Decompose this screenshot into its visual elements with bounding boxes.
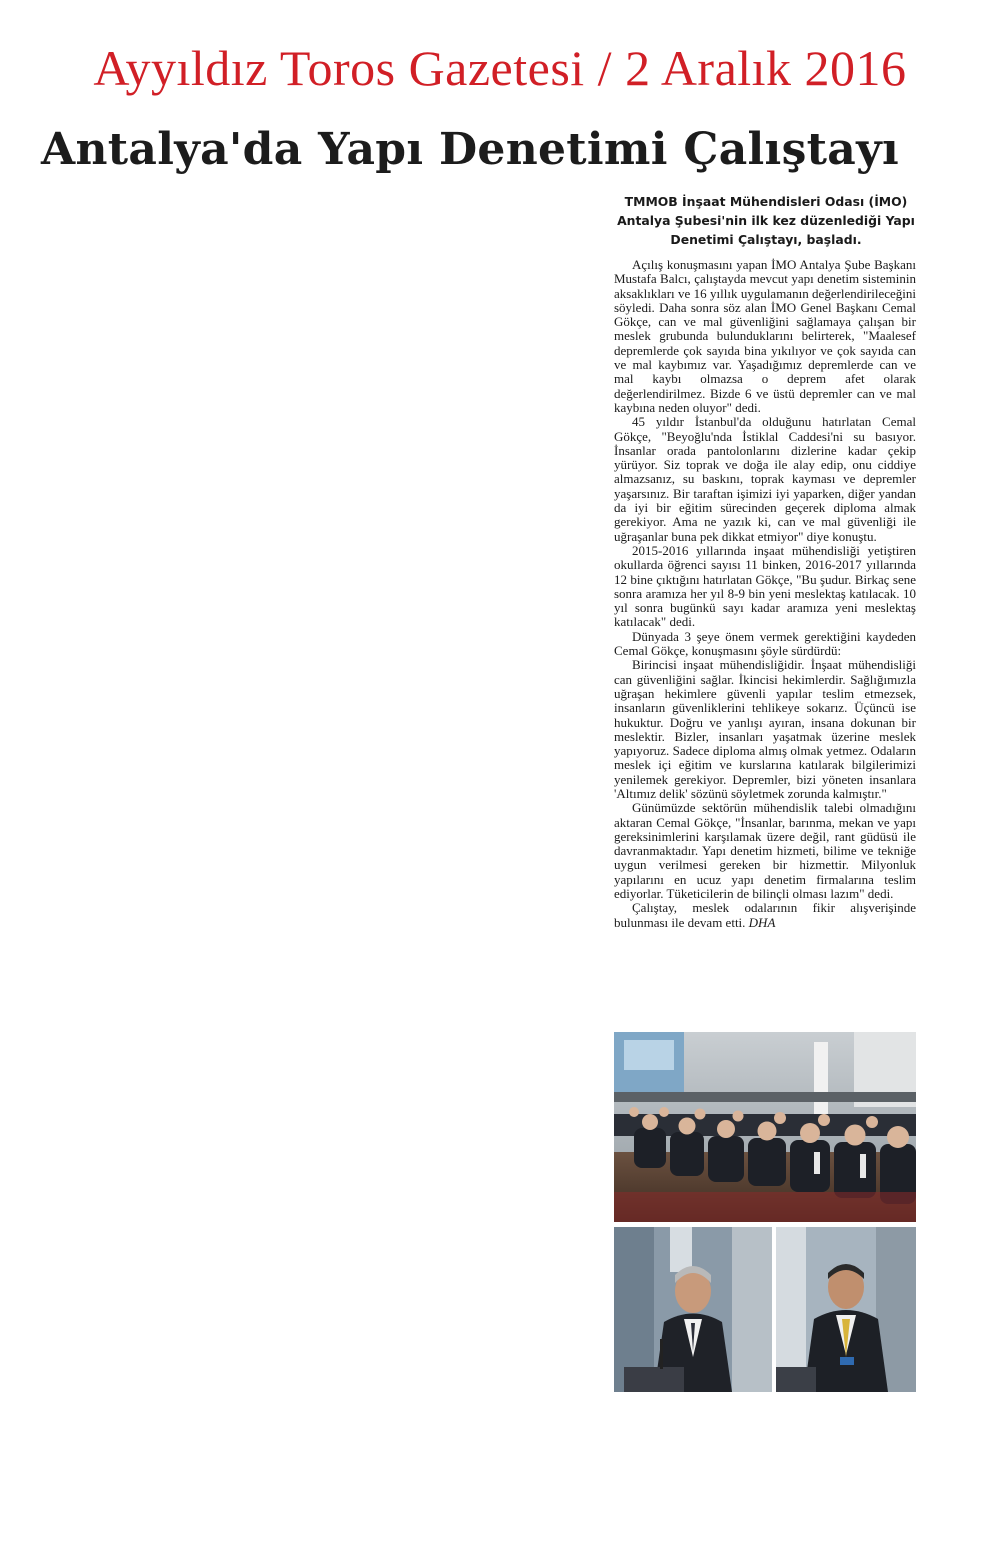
speaker-photo-right: [776, 1227, 916, 1392]
speaker-photo-left-illustration: [614, 1227, 772, 1392]
audience-photo-illustration: [614, 1032, 916, 1222]
article-headline: Antalya'da Yapı Denetimi Çalıştayı: [41, 124, 899, 175]
article-paragraph: 2015-2016 yıllarında inşaat mühendisliği yetiştiren okullarda öğrenci sayısı 11 binken, 2016-2017 yıllarında 12 bine çıktığını hatırlatan Gökçe, "Bu şudur. Birkaç sene sonra aramıza her yıl 8-9 bin yeni meslektaş katılacak. 10 yıl sonra bugünkü sayı kadar aramıza yeni meslektaş katılacak" dedi.: [614, 542, 916, 630]
article-paragraph: [614, 901, 916, 930]
audience-photo: [614, 1032, 916, 1222]
article-body: [614, 258, 916, 930]
speaker-photo-right-illustration: [776, 1227, 916, 1392]
speaker-photo-left: [614, 1227, 772, 1392]
article-paragraph: Dünyada 3 şeye önem vermek gerektiğini kaydeden Cemal Gökçe, konuşmasını şöyle sürdürdü:: [614, 628, 916, 659]
newspaper-masthead: Ayyıldız Toros Gazetesi / 2 Aralık 2016: [93, 40, 907, 96]
article-paragraph: Birincisi inşaat mühendisliğidir. İnşaat mühendisliği can güvenliğini sağlar. İkincisi hekimlerdir. Sağlığımızla uğraşan hekimlere güvenli yapılar teslim etmezsek, insanların güvenliklerini tehlikeye sokarız. Üçüncü ise hukuktur. Doğru ve yanlışı ayıran, insana dokunan bir meslektir. Bizler, insanları yaşatmak üzerine meslek yapıyoruz. Sadece diploma almış olmak yetmez. Odaların meslek içi eğitim ve kurslarına katılarak bilgilerimizi yenilemek gerekiyor. Depremler, bizi yöneten insanlara 'Altımız delik' sözünü söyletmek zorunda kalmıştır.": [614, 657, 916, 801]
article-paragraph-text: Çalıştay, meslek odalarının fikir alışverişinde bulunması ile devam etti.: [614, 900, 916, 930]
article-lede: TMMOB İnşaat Mühendisleri Odası (İMO) Antalya Şubesi'nin ilk kez düzenlediği Yapı Denetimi Çalıştayı, başladı.: [617, 194, 915, 247]
article-paragraph: Açılış konuşmasını yapan İMO Antalya Şube Başkanı Mustafa Balcı, çalıştayda mevcut yapı denetim sisteminin aksaklıkları ve 16 yıllık uygulamanın değerlendirileceğini söyledi. Daha sonra söz alan İMO Genel Başkanı Cemal Gökçe, can ve mal güvenliğini sağlamaya çalışan bir meslek grubunda bulunduklarını belirterek, "Maalesef depremlerde çok sayıda bina yıkılıyor ve çok sayıda can ve mal kaybımız var. Yaşadığımız depremlerde can ve mal kaybı olmazsa o deprem afet olarak değerlendirilmez. Bizde 6 ve üstü depremler can ve mal kaybına neden oluyor" dedi.: [614, 257, 916, 415]
article-paragraph: 45 yıldır İstanbul'da olduğunu hatırlatan Cemal Gökçe, "Beyoğlu'nda İstiklal Caddesi'ni su basıyor. İnsanlar orada pantolonlarını dizlerine kadar çekip yürüyor. Siz toprak ve doğa ile alay edip, onu ciddiye almazsanız, su baskını, toprak kayması ve depremler yaşarsınız. Bir taraftan işimizi iyi yaparken, diğer yandan da iyi bir eğitim sürecinden geçerek diploma almak gerekiyor. Ama ne yazık ki, can ve mal güvenliği ile uğraşanlar buna pek dikkat etmiyor" diye konuştu.: [614, 414, 916, 544]
article-byline: DHA: [748, 914, 776, 930]
article-paragraph: Günümüzde sektörün mühendislik talebi olmadığını aktaran Cemal Gökçe, "İnsanlar, barınma, mekan ve yapı gereksinimlerini karşılamak üzere değil, rant güdüsü ile davranmaktadır. Yapı denetim hizmeti, bilime ve tekniğe uygun verilmesi gereken bir hizmettir. Milyonluk yapılarını en ucuz yapı denetim firmalarına teslim ediyorlar. Tüketicilerin de bilinçli olması lazım" dedi.: [614, 800, 916, 902]
